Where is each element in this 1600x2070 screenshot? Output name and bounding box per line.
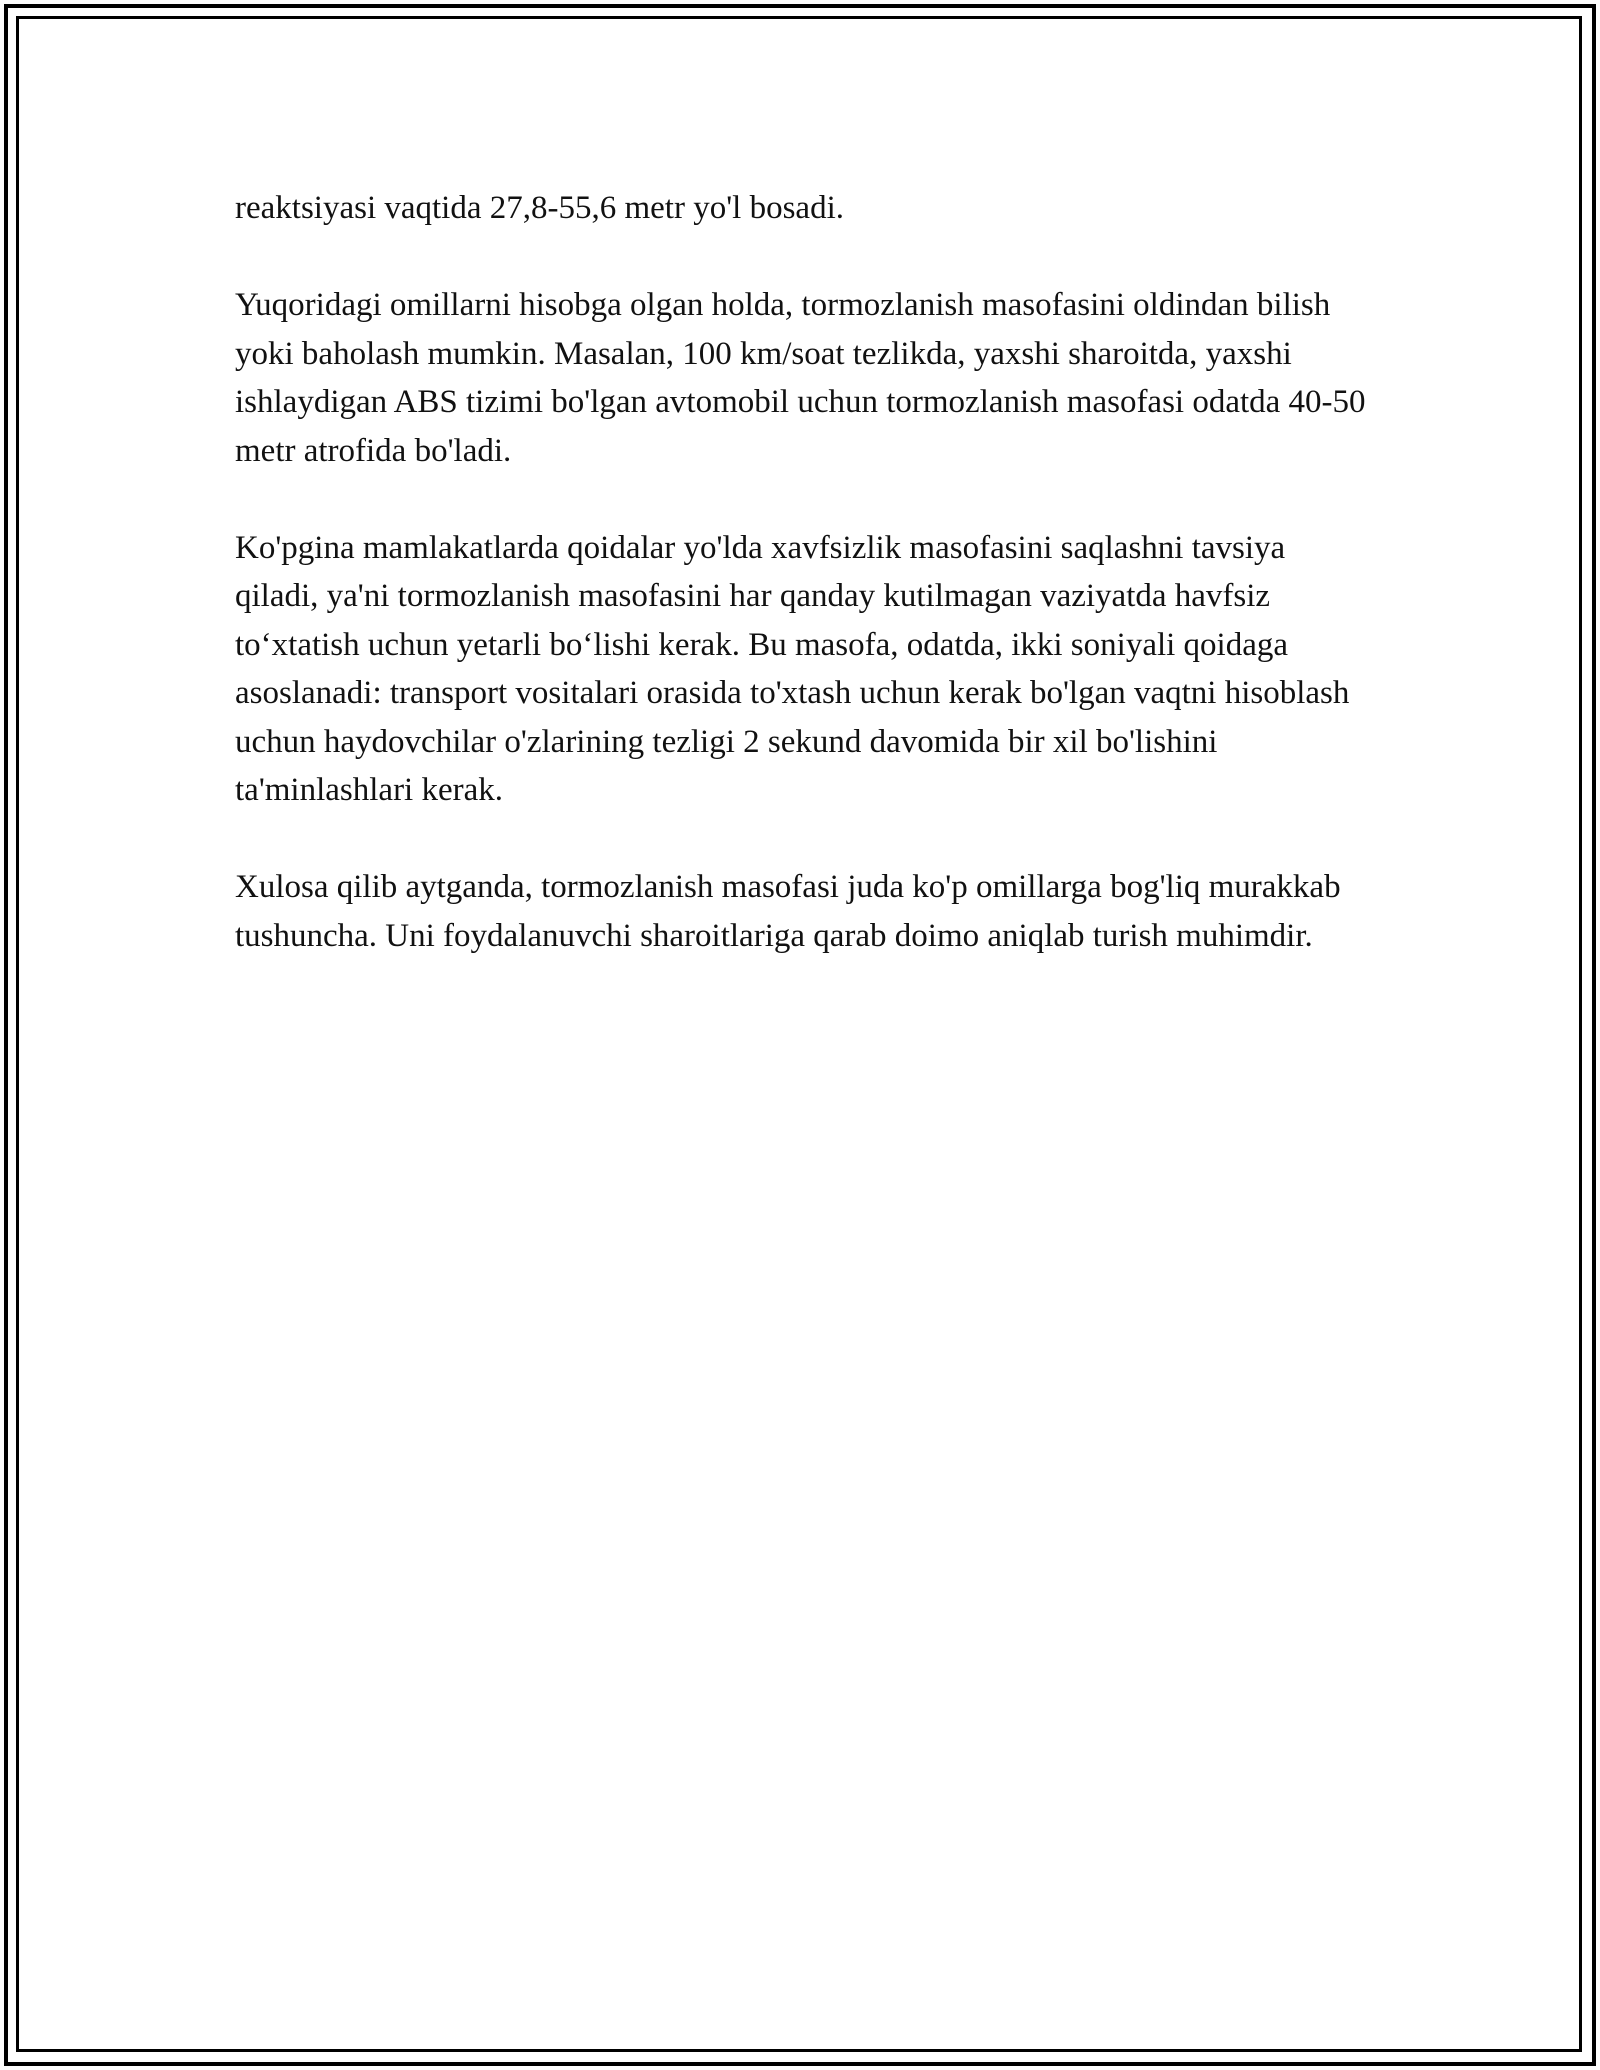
- paragraph-conclusion: Xulosa qilib aytganda, tormozlanish masofasi juda ko'p omillarga bog'liq murakkab tushuncha. Uni foydalanuvchi sharoitlariga qarab doimo aniqlab turish muhimdir.: [235, 869, 1341, 954]
- document-body: [235, 184, 1375, 1009]
- paragraph-braking-estimate: Yuqoridagi omillarni hisobga olgan holda, tormozlanish masofasini oldindan bilish yoki baholash mumkin. Masalan, 100 km/soat tezlikda, yaxshi sharoitda, yaxshi ishlaydigan ABS tizimi bo'lgan avtomobil uchun tormozlanish masofasi odatda 40-50 metr atrofida bo'ladi.: [235, 287, 1366, 469]
- paragraph-safety-distance: Ko'pgina mamlakatlarda qoidalar yo'lda xavfsizlik masofasini saqlashni tavsiya qiladi, ya'ni tormozlanish masofasini har qanday kutilmagan vaziyatda havfsiz to‘xtatish uchun yetarli bo‘lishi kerak. Bu masofa, odatda, ikki soniyali qoidaga asoslanadi: transport vositalari orasida to'xtash uchun kerak bo'lgan vaqtni hisoblash uchun haydovchilar o'zlarining tezligi 2 sekund davomida bir xil bo'lishini ta'minlashlari kerak.: [235, 529, 1350, 808]
- paragraph-continuation: reaktsiyasi vaqtida 27,8-55,6 metr yo'l bosadi.: [235, 190, 844, 226]
